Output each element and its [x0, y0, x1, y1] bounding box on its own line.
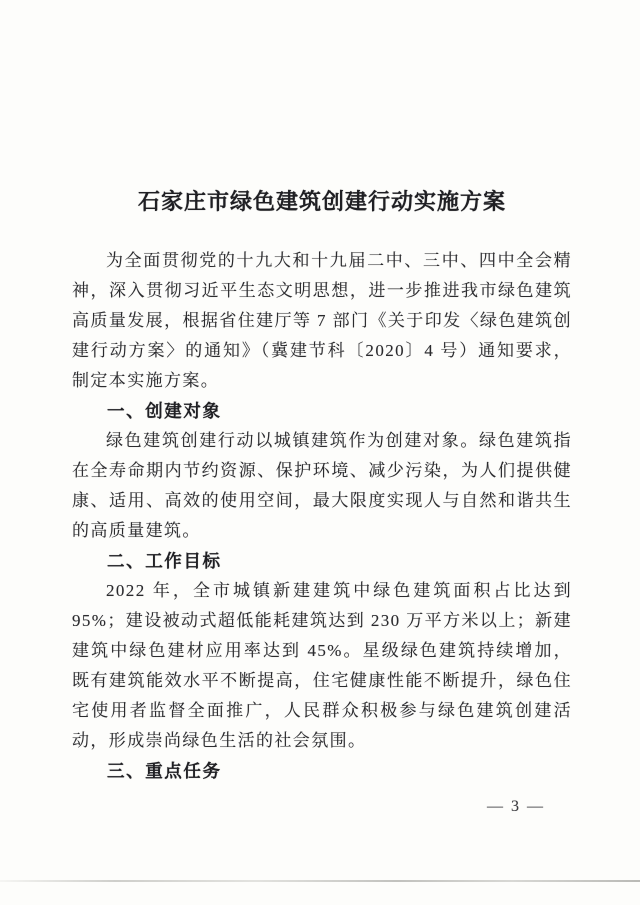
document-title: 石家庄市绿色建筑创建行动实施方案 — [137, 189, 506, 214]
section-body-creation-target: 绿色建筑创建行动以城镇建筑作为创建对象。绿色建筑指在全寿命期内节约资源、保护环境、减少污染，为人们提供健康、适用、高效的使用空间，最大限度实现人与自然和谐共生的高质量建筑。 — [72, 431, 572, 540]
section-heading-work-goals: 二、工作目标 — [107, 551, 222, 571]
page-number: — 3 — — [487, 798, 545, 815]
intro-paragraph: 为全面贯彻党的十九大和十九届二中、三中、四中全会精神，深入贯彻习近平生态文明思想，进一步推进我市绿色建筑高质量发展，根据省住建厅等 7 部门《关于印发〈绿色建筑创建行动方案〉的通知》（冀建节科〔2020〕4 号）通知要求，制定本实施方案。 — [72, 251, 572, 390]
section-heading-creation-target: 一、创建对象 — [107, 401, 222, 421]
section-body-work-goals: 2022 年，全市城镇新建建筑中绿色建筑面积占比达到 95%；建设被动式超低能耗建筑达到 230 万平方米以上；新建建筑中绿色建材应用率达到 45%。星级绿色建筑持续增加，既有建筑能效水平不断提高，住宅健康性能不断提升，绿色住宅使用者监督全面推广，人民群众积极参与绿色建筑创建活动，形成崇尚绿色生活的社会氛围。 — [72, 581, 572, 750]
scan-edge-line — [0, 880, 640, 882]
section-heading-key-tasks: 三、重点任务 — [107, 761, 222, 781]
